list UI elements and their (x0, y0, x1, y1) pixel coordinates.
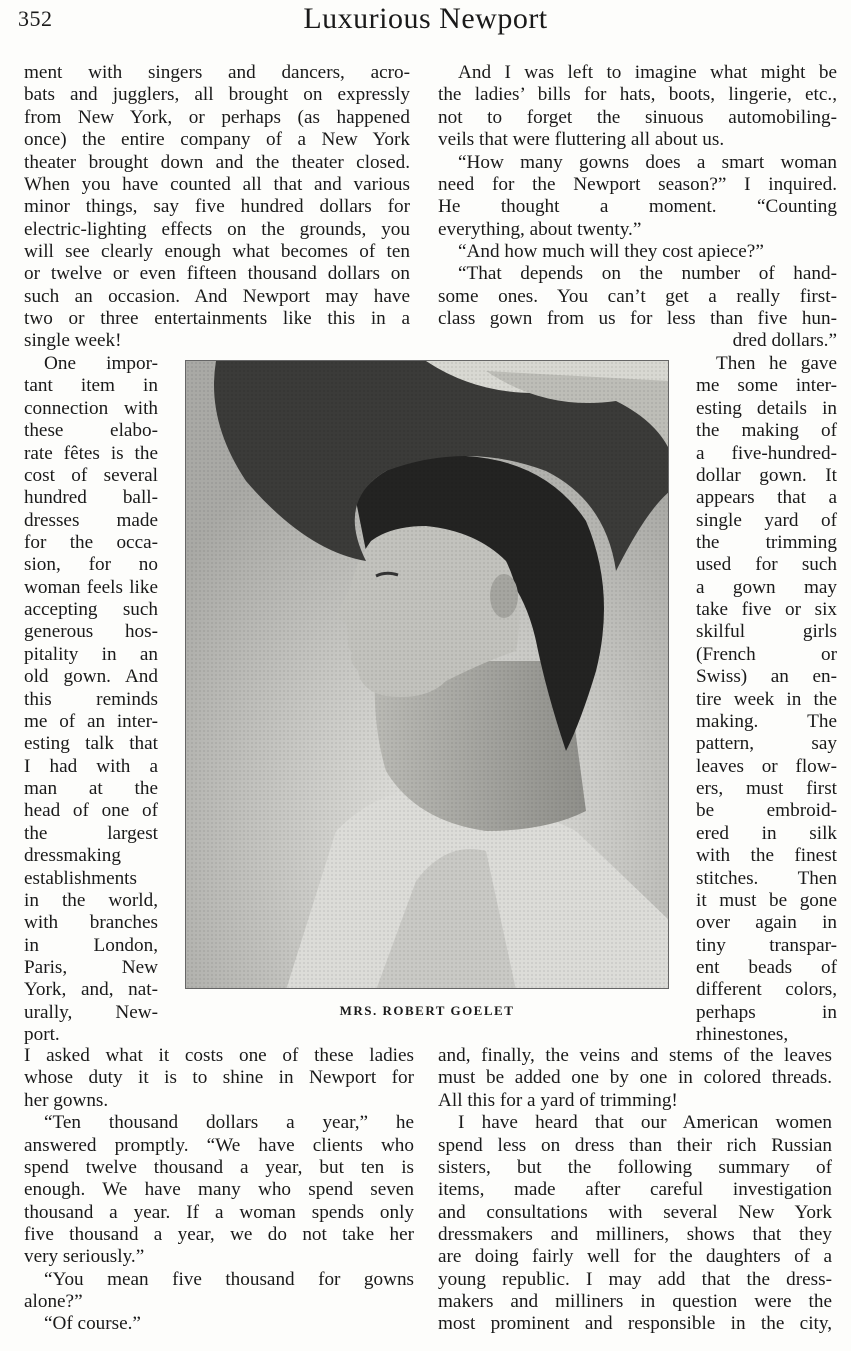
text-line: perhaps in (696, 1001, 837, 1023)
text-line: for the occa- (24, 532, 158, 553)
text-line: esting talk that (24, 733, 158, 755)
text-line: spend less on dress than their rich Russian (438, 1134, 832, 1156)
text-line: thousand a year. If a woman spends only (24, 1201, 414, 1223)
text-line: Then he gave (716, 353, 837, 374)
text-line: and, finally, the veins and stems of the leaves (438, 1045, 832, 1066)
text-line: two or three entertainments like this in a (24, 308, 410, 330)
text-line: (French or (696, 643, 837, 665)
text-line: All this for a yard of trimming! (438, 1089, 678, 1111)
text-line: items, made after careful investigation (438, 1179, 832, 1201)
text-line: leaves or flow- (696, 755, 837, 777)
text-line: head of one of (24, 800, 158, 822)
text-line: the ladies’ bills for hats, boots, lingerie, etc., (438, 84, 837, 106)
text-line: or twelve or even fifteen thousand dollars on (24, 263, 410, 285)
text-line: tire week in the (696, 688, 837, 710)
text-line: man at the (24, 778, 158, 799)
text-line: dressmaking (24, 845, 121, 867)
running-title: Luxurious Newport (303, 2, 548, 35)
text-line: “You mean five thousand for gowns (44, 1268, 414, 1290)
text-line: sion, for no (24, 554, 158, 576)
text-line: answered promptly. “We have clients who (24, 1134, 414, 1156)
text-line: connection with (24, 397, 158, 419)
text-line: When you have counted all that and various (24, 173, 410, 195)
text-line: One impor- (44, 353, 158, 374)
text-line: will see clearly enough what becomes of ten (24, 241, 410, 262)
text-line: And I was left to imagine what might be (458, 62, 837, 83)
text-line: dressmakers and milliners, shows that they (438, 1224, 832, 1245)
text-line: in the world, (24, 889, 158, 911)
text-line: “And how much will they cost apiece?” (458, 241, 764, 262)
text-line: cost of several (24, 464, 158, 486)
text-line: once) the entire company of a New York (24, 129, 410, 151)
text-line: need for the Newport season?” I inquired. (438, 173, 837, 195)
text-line: these elabo- (24, 420, 158, 442)
text-line: Paris, New (24, 957, 158, 978)
text-line: class gown from us for less than five hun- (438, 308, 837, 330)
text-line: ment with singers and dancers, acro- (24, 62, 410, 83)
text-line: “That depends on the number of hand- (458, 263, 837, 285)
text-line: “How many gowns does a smart woman (458, 151, 837, 173)
text-line: with branches (24, 912, 158, 934)
text-line: ered in silk (696, 822, 837, 844)
text-line: different colors, (696, 979, 837, 1001)
text-line: tiny transpar- (696, 934, 837, 956)
text-line: a five-hundred- (696, 442, 837, 464)
text-line: not to forget the sinuous automobiling- (438, 106, 837, 128)
text-line: skilful girls (696, 621, 837, 643)
text-line: rate fêtes is the (24, 442, 158, 464)
text-line: from New York, or perhaps (as happened (24, 106, 410, 128)
text-line: the making of (696, 420, 837, 442)
text-line: rhinestones, (696, 1024, 789, 1046)
text-line: it must be gone (696, 889, 837, 911)
text-line: take five or six (696, 599, 837, 621)
text-line: enough. We have many who spend seven (24, 1179, 414, 1201)
text-line: He thought a moment. “Counting (438, 196, 837, 218)
text-line: electric-lighting effects on the grounds, you (24, 218, 410, 240)
text-line: over again in (696, 912, 837, 934)
text-line: five thousand a year, we do not take her (24, 1224, 414, 1245)
portrait-illustration (186, 361, 669, 989)
text-line: such an occasion. And Newport may have (24, 285, 410, 307)
text-line: everything, about twenty.” (438, 218, 642, 240)
text-line: tant item in (24, 375, 158, 397)
text-line: woman feels like (24, 576, 158, 598)
text-line: sisters, but the following summary of (438, 1156, 832, 1178)
text-line: be embroid- (696, 800, 837, 822)
text-line: some ones. You can’t get a really first- (438, 285, 837, 307)
text-line: I asked what it costs one of these ladies (24, 1045, 414, 1066)
text-line: establishments (24, 867, 137, 889)
text-line: dollar gown. It (696, 464, 837, 486)
text-line: “Ten thousand dollars a year,” he (44, 1112, 414, 1134)
text-line: making. The (696, 710, 837, 732)
text-line: alone?” (24, 1291, 83, 1313)
text-line: with the finest (696, 845, 837, 867)
text-line: single yard of (696, 509, 837, 531)
photo-caption: MRS. ROBERT GOELET (339, 1003, 515, 1018)
text-line: “Of course.” (44, 1313, 141, 1335)
text-line: appears that a (696, 487, 837, 509)
text-line: used for such (696, 554, 837, 576)
text-line: minor things, say five hundred dollars for (24, 196, 410, 218)
text-line: this reminds (24, 688, 158, 710)
text-line: pattern, say (696, 733, 837, 755)
text-line: single week! (24, 330, 122, 352)
text-line: Swiss) an en- (696, 666, 837, 688)
text-line: most prominent and responsible in the city, (438, 1313, 832, 1335)
text-line: makers and milliners in question were the (438, 1291, 832, 1313)
portrait-photo (185, 360, 669, 989)
text-line: bats and jugglers, all brought on expressly (24, 84, 410, 106)
text-line: spend twelve thousand a year, but ten is (24, 1156, 414, 1178)
text-line: the largest (24, 822, 158, 844)
text-line: her gowns. (24, 1089, 109, 1111)
page-number: 352 (18, 6, 53, 31)
text-line: and consultations with several New York (438, 1201, 832, 1223)
text-line: very seriously.” (24, 1246, 145, 1268)
text-line: theater brought down and the theater closed. (24, 151, 410, 173)
text-line: stitches. Then (696, 867, 837, 889)
text-line: urally, New- (24, 1001, 158, 1023)
text-line: I have heard that our American women (458, 1112, 832, 1134)
text-line: dred dollars.” (732, 330, 837, 352)
text-line: esting details in (696, 397, 837, 419)
text-line: generous hos- (24, 621, 158, 643)
text-line: whose duty it is to shine in Newport for (24, 1067, 414, 1089)
text-line: York, and, nat- (24, 979, 158, 1001)
text-line: young republic. I may add that the dress- (438, 1268, 832, 1290)
text-line: port. (24, 1024, 60, 1046)
text-line: ent beads of (696, 957, 837, 978)
text-line: pitality in an (24, 643, 158, 665)
text-line: the trimming (696, 532, 837, 553)
text-line: dresses made (24, 509, 158, 531)
text-line: must be added one by one in colored threads. (438, 1067, 832, 1089)
page-header (0, 0, 851, 44)
text-line: in London, (24, 934, 158, 956)
text-line: are doing fairly well for the daughters of a (438, 1246, 832, 1268)
text-line: accepting such (24, 599, 158, 621)
text-line: I had with a (24, 755, 158, 777)
text-line: me of an inter- (24, 710, 158, 732)
text-line: me some inter- (696, 375, 837, 397)
text-line: a gown may (696, 576, 837, 598)
text-line: veils that were fluttering all about us. (438, 129, 725, 151)
text-line: ers, must first (696, 778, 837, 799)
text-line: old gown. And (24, 666, 158, 688)
text-line: hundred ball- (24, 487, 158, 509)
